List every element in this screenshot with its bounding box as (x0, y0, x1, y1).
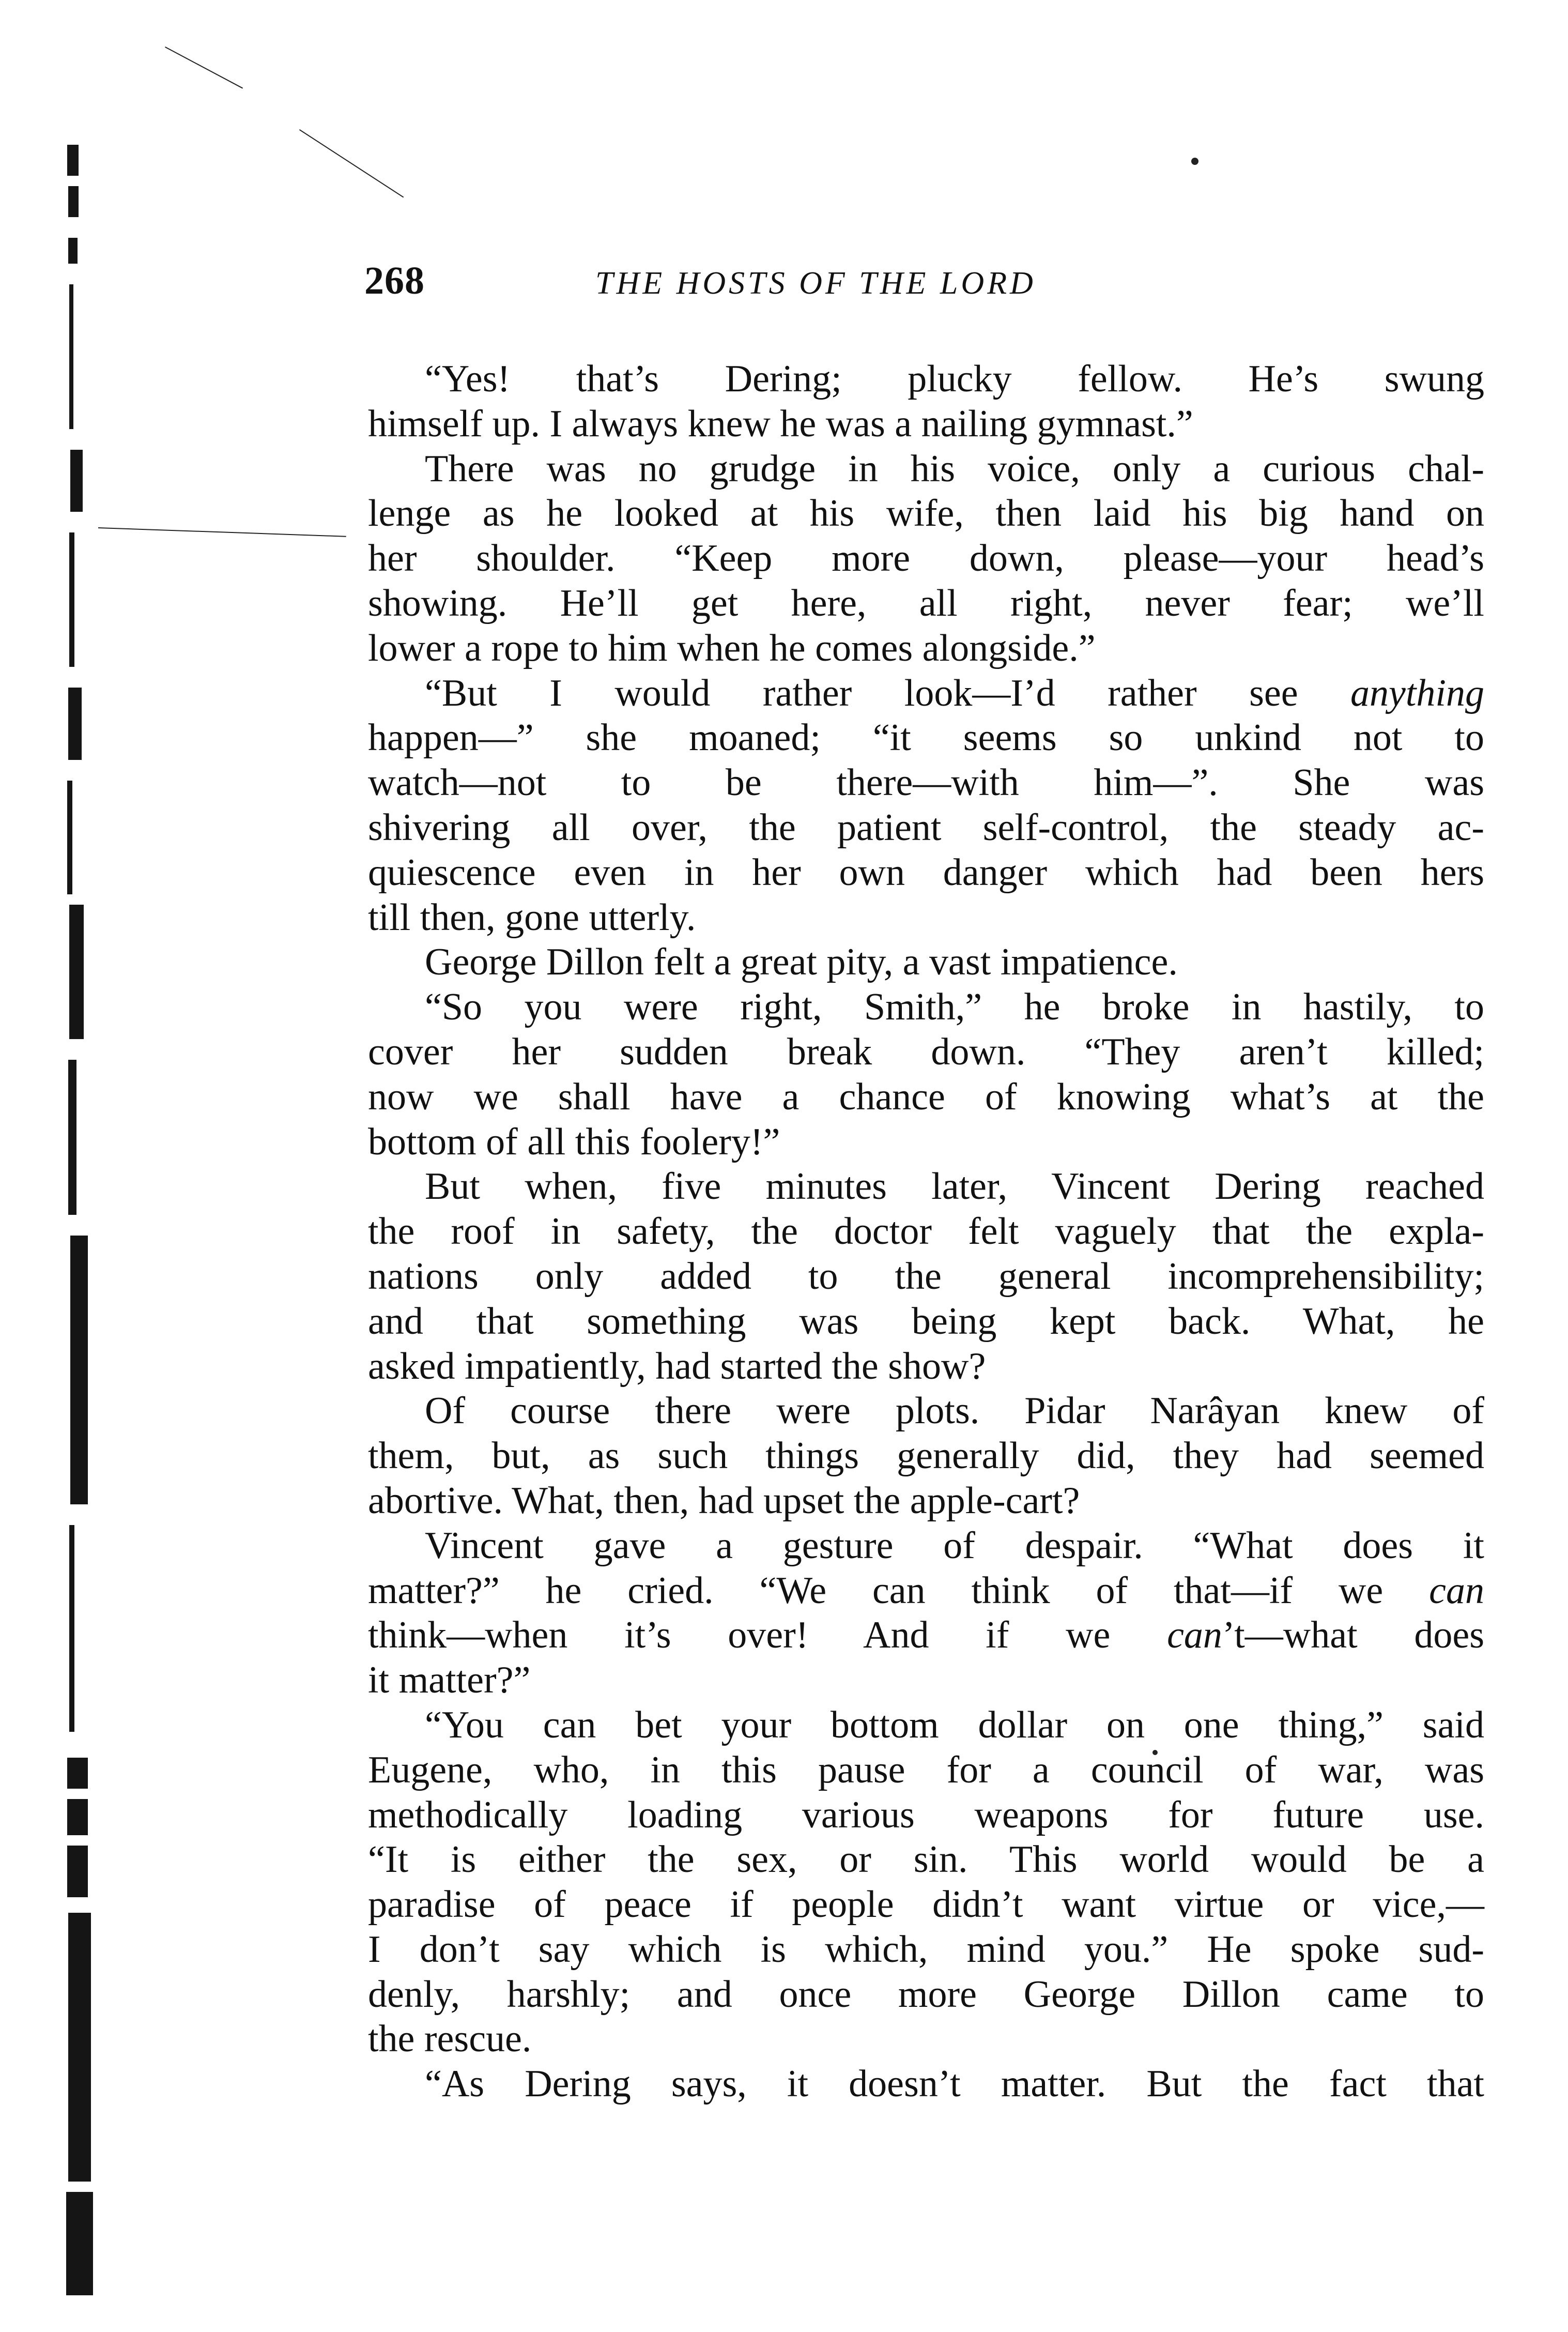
text-line: “So you were right, Smith,” he broke in hastily, to (425, 986, 1484, 1029)
text-line: abortive. What, then, had upset the apple-cart? (368, 1479, 1080, 1522)
text-line: But when, five minutes later, Vincent Dering reached (425, 1165, 1484, 1208)
body-text (368, 357, 1484, 2107)
text-line: himself up. I always knew he was a nailing gymnast.” (368, 402, 1193, 445)
text-line: “Yes! that’s Dering; plucky fellow. He’s swung (425, 358, 1484, 400)
text-line: happen—” she moaned; “it seems so unkind not to (368, 717, 1484, 759)
text-line: the roof in safety, the doctor felt vaguely that the expla- (368, 1210, 1484, 1253)
text-line: cover her sudden break down. “They aren’t killed; (368, 1030, 1484, 1073)
text-line: methodically loading various weapons for future use. (368, 1793, 1484, 1836)
text-line: shivering all over, the patient self-control, the steady ac- (368, 806, 1484, 849)
scan-mark (299, 129, 404, 197)
text-line: “As Dering says, it doesn’t matter. But the fact that (425, 2063, 1484, 2106)
scan-mark (165, 47, 243, 89)
text-line: think—when it’s over! And if we can’t—what does (368, 1614, 1484, 1657)
scan-mark (98, 527, 346, 537)
text-line: denly, harshly; and once more George Dillon came to (368, 1973, 1484, 2016)
text-line: George Dillon felt a great pity, a vast impatience. (425, 941, 1178, 984)
text-line: it matter?” (368, 1659, 531, 1702)
text-line: Of course there were plots. Pidar Narâyan knew of (425, 1390, 1484, 1432)
text-line: the rescue. (368, 2018, 532, 2061)
text-line: Eugene, who, in this pause for a council of war, was (368, 1748, 1484, 1791)
text-line: matter?” he cried. “We can think of that—if we can (368, 1569, 1484, 1612)
text-line: Vincent gave a gesture of despair. “What does it (425, 1524, 1484, 1567)
text-line: lower a rope to him when he comes alongside.” (368, 627, 1096, 669)
running-head (364, 258, 1243, 315)
text-line: them, but, as such things generally did, they had seemed (368, 1435, 1484, 1477)
text-line: “You can bet your bottom dollar on one thing,” said (425, 1703, 1484, 1746)
scan-speck (1191, 158, 1198, 165)
text-line: till then, gone utterly. (368, 896, 696, 939)
running-title: THE HOSTS OF THE LORD (595, 266, 1036, 301)
text-line: I don’t say which is which, mind you.” He spoke sud- (368, 1928, 1484, 1971)
text-line: watch—not to be there—with him—”. She was (368, 761, 1484, 804)
text-line: quiescence even in her own danger which had been hers (368, 851, 1484, 894)
text-line: paradise of peace if people didn’t want virtue or vice,— (368, 1883, 1484, 1926)
text-line: lenge as he looked at his wife, then laid his big hand on (368, 492, 1484, 535)
text-line: bottom of all this foolery!” (368, 1120, 780, 1163)
text-line: her shoulder. “Keep more down, please—your head’s (368, 537, 1484, 580)
text-line: showing. He’ll get here, all right, never fear; we’ll (368, 582, 1484, 624)
text-line: now we shall have a chance of knowing what’s at the (368, 1075, 1484, 1118)
text-line: and that something was being kept back. What, he (368, 1300, 1484, 1343)
text-line: “It is either the sex, or sin. This world would be a (368, 1838, 1484, 1881)
text-line: “But I would rather look—I’d rather see anything (425, 672, 1484, 714)
text-line: nations only added to the general incomprehensibility; (368, 1255, 1484, 1298)
text-line: There was no grudge in his voice, only a curious chal- (425, 447, 1484, 490)
page-number: 268 (364, 259, 425, 302)
text-line: asked impatiently, had started the show? (368, 1345, 986, 1388)
binding-edge (57, 129, 114, 2300)
